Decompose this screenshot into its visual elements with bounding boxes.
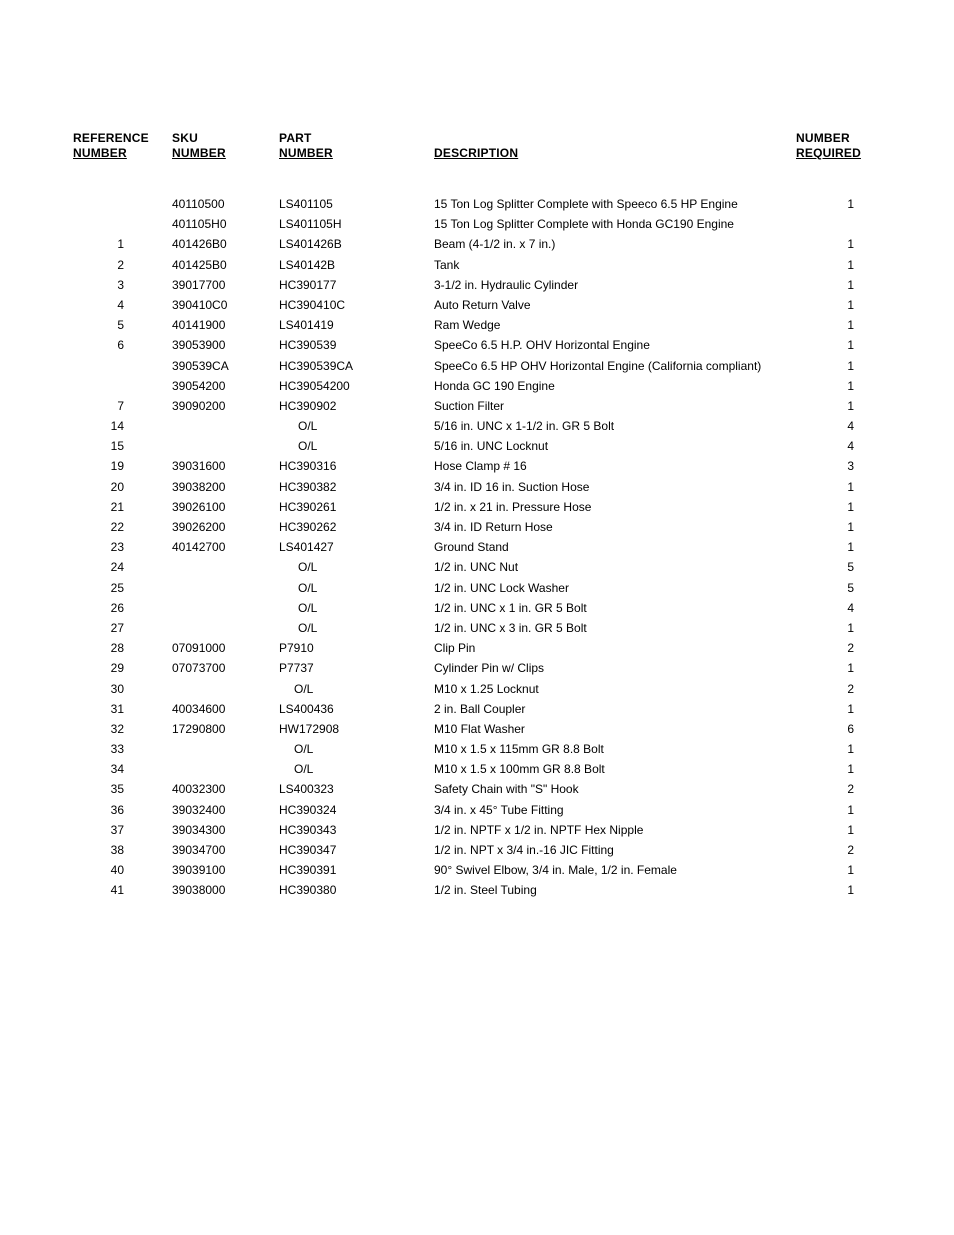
reference-cell: 29 xyxy=(110,661,124,676)
table-row xyxy=(0,497,954,517)
part-number-cell: HC390324 xyxy=(279,802,337,817)
table-row xyxy=(0,880,954,900)
reference-cell: 27 xyxy=(110,620,124,635)
reference-cell: 41 xyxy=(110,883,124,898)
description-cell: Ground Stand xyxy=(434,540,509,555)
quantity-cell: 2 xyxy=(847,681,854,696)
part-number-cell: O/L xyxy=(298,439,318,454)
description-cell: 15 Ton Log Splitter Complete with Honda GC190 Engine xyxy=(434,217,734,232)
table-row xyxy=(0,800,954,820)
description-cell: SpeeCo 6.5 HP OHV Horizontal Engine (California compliant) xyxy=(434,358,762,373)
table-row xyxy=(0,638,954,658)
description-cell: 5/16 in. UNC x 1-1/2 in. GR 5 Bolt xyxy=(434,419,615,434)
reference-cell: 36 xyxy=(110,802,124,817)
description-cell: M10 Flat Washer xyxy=(434,721,525,736)
part-number-cell: O/L xyxy=(298,560,318,575)
part-number-cell: HC39054200 xyxy=(279,378,350,393)
sku-cell: 07073700 xyxy=(172,661,226,676)
quantity-cell: 4 xyxy=(847,600,854,615)
reference-cell: 22 xyxy=(110,520,124,534)
sku-cell: 39038200 xyxy=(172,479,226,494)
table-header xyxy=(0,131,954,163)
sku-cell: 17290800 xyxy=(172,721,226,736)
description-cell: 15 Ton Log Splitter Complete with Speeco 6.5 HP Engine xyxy=(434,197,738,211)
description-cell: Cylinder Pin w/ Clips xyxy=(434,661,545,676)
sku-cell: 39039100 xyxy=(172,863,226,878)
reference-cell: 38 xyxy=(110,843,124,857)
sku-cell: 40141900 xyxy=(172,318,226,333)
part-number-cell: O/L xyxy=(298,419,318,434)
part-number-cell: LS400436 xyxy=(279,701,334,716)
part-number-cell: O/L xyxy=(294,681,314,696)
sku-cell: 39026200 xyxy=(172,520,226,534)
description-cell: M10 x 1.25 Locknut xyxy=(434,681,539,696)
table-row xyxy=(0,456,954,476)
table-row xyxy=(0,779,954,799)
sku-cell: 40034600 xyxy=(172,701,226,716)
reference-cell: 20 xyxy=(110,479,124,494)
reference-cell: 37 xyxy=(110,822,124,837)
header-part-number xyxy=(279,131,333,161)
header-description xyxy=(434,131,518,161)
sku-cell: 39090200 xyxy=(172,398,226,413)
sku-cell: 390410C0 xyxy=(172,297,228,312)
part-number-cell: O/L xyxy=(294,762,314,777)
header-reference-line2: NUMBER xyxy=(73,146,127,160)
description-cell: Clip Pin xyxy=(434,641,476,656)
sku-cell: 39032400 xyxy=(172,802,226,817)
description-cell: 1/2 in. Steel Tubing xyxy=(434,883,537,898)
quantity-cell: 6 xyxy=(847,721,854,736)
quantity-cell: 1 xyxy=(847,479,854,494)
table-row xyxy=(0,356,954,376)
quantity-cell: 4 xyxy=(847,439,854,454)
sku-cell: 40142700 xyxy=(172,540,226,555)
description-cell: M10 x 1.5 x 115mm GR 8.8 Bolt xyxy=(434,742,604,757)
table-row xyxy=(0,295,954,315)
reference-cell: 14 xyxy=(110,419,124,434)
table-row xyxy=(0,416,954,436)
reference-cell: 6 xyxy=(117,338,124,353)
table-row xyxy=(0,739,954,759)
header-sku-line1: SKU xyxy=(172,131,198,145)
description-cell: 1/2 in. UNC x 3 in. GR 5 Bolt xyxy=(434,620,587,635)
part-number-cell: HC390410C xyxy=(279,297,346,312)
part-number-cell: O/L xyxy=(298,600,318,615)
table-row xyxy=(0,598,954,618)
quantity-cell: 1 xyxy=(847,661,854,676)
reference-cell: 34 xyxy=(110,762,124,777)
table-row xyxy=(0,719,954,739)
reference-cell: 21 xyxy=(110,499,124,514)
part-number-cell: P7737 xyxy=(279,661,314,676)
reference-cell: 23 xyxy=(110,540,124,555)
header-part-line1: PART xyxy=(279,131,312,145)
table-row xyxy=(0,759,954,779)
description-cell: Honda GC 190 Engine xyxy=(434,378,555,393)
description-cell: 3/4 in. ID 16 in. Suction Hose xyxy=(434,479,590,494)
description-cell: Safety Chain with "S" Hook xyxy=(434,782,579,797)
reference-cell: 31 xyxy=(110,701,124,716)
table-row xyxy=(0,679,954,699)
header-required-line1: NUMBER xyxy=(796,131,850,145)
reference-cell: 28 xyxy=(110,641,124,656)
table-row xyxy=(0,214,954,234)
part-number-cell: HC390539 xyxy=(279,338,337,353)
description-cell: Beam (4-1/2 in. x 7 in.) xyxy=(434,237,556,252)
table-row xyxy=(0,860,954,880)
description-cell: 1/2 in. x 21 in. Pressure Hose xyxy=(434,499,592,514)
reference-cell: 7 xyxy=(117,398,124,413)
part-number-cell: HC390347 xyxy=(279,843,337,857)
quantity-cell: 1 xyxy=(847,257,854,272)
sku-cell: 390539CA xyxy=(172,358,229,373)
header-sku-line2: NUMBER xyxy=(172,146,226,160)
description-cell: 90° Swivel Elbow, 3/4 in. Male, 1/2 in. Female xyxy=(434,863,677,878)
table-row xyxy=(0,376,954,396)
reference-cell: 1 xyxy=(117,237,124,252)
description-cell: 3-1/2 in. Hydraulic Cylinder xyxy=(434,277,579,292)
table-row xyxy=(0,578,954,598)
sku-cell: 39017700 xyxy=(172,277,226,292)
quantity-cell: 1 xyxy=(847,520,854,534)
table-row xyxy=(0,436,954,456)
sku-cell: 39034300 xyxy=(172,822,226,837)
quantity-cell: 1 xyxy=(847,701,854,716)
quantity-cell: 1 xyxy=(847,499,854,514)
quantity-cell: 2 xyxy=(847,641,854,656)
table-row xyxy=(0,840,954,860)
table-row xyxy=(0,275,954,295)
quantity-cell: 1 xyxy=(847,802,854,817)
reference-cell: 3 xyxy=(117,277,124,292)
quantity-cell: 1 xyxy=(847,742,854,757)
header-description-label: DESCRIPTION xyxy=(434,146,519,160)
quantity-cell: 5 xyxy=(847,560,854,575)
quantity-cell: 1 xyxy=(847,863,854,878)
quantity-cell: 1 xyxy=(847,540,854,555)
quantity-cell: 1 xyxy=(847,358,854,373)
part-number-cell: HC390262 xyxy=(279,520,337,534)
reference-cell: 5 xyxy=(117,318,124,333)
header-reference-line1: REFERENCE xyxy=(73,131,149,145)
header-part-line2: NUMBER xyxy=(279,146,333,160)
table-row xyxy=(0,315,954,335)
table-row xyxy=(0,658,954,678)
quantity-cell: 1 xyxy=(847,398,854,413)
description-cell: 1/2 in. UNC x 1 in. GR 5 Bolt xyxy=(434,600,587,615)
table-row xyxy=(0,477,954,497)
description-cell: 3/4 in. x 45° Tube Fitting xyxy=(434,802,564,817)
reference-cell: 4 xyxy=(117,297,124,312)
part-number-cell: LS401426B xyxy=(279,237,342,252)
quantity-cell: 1 xyxy=(847,338,854,353)
description-cell: M10 x 1.5 x 100mm GR 8.8 Bolt xyxy=(434,762,605,777)
header-required-line2: REQUIRED xyxy=(796,146,861,160)
sku-cell: 401426B0 xyxy=(172,237,227,252)
quantity-cell: 1 xyxy=(847,197,854,211)
description-cell: Ram Wedge xyxy=(434,318,501,333)
part-number-cell: HC390539CA xyxy=(279,358,354,373)
quantity-cell: 3 xyxy=(847,459,854,474)
description-cell: 5/16 in. UNC Locknut xyxy=(434,439,549,454)
table-row xyxy=(0,618,954,638)
part-number-cell: HC390902 xyxy=(279,398,337,413)
header-number-required xyxy=(796,131,861,161)
sku-cell: 39054200 xyxy=(172,378,226,393)
part-number-cell: LS401105 xyxy=(279,197,333,211)
quantity-cell: 1 xyxy=(847,762,854,777)
part-number-cell: HC390380 xyxy=(279,883,337,898)
quantity-cell: 1 xyxy=(847,378,854,393)
part-number-cell: HC390177 xyxy=(279,277,337,292)
part-number-cell: HC390391 xyxy=(279,863,337,878)
reference-cell: 35 xyxy=(110,782,124,797)
quantity-cell: 1 xyxy=(847,883,854,898)
sku-cell: 401425B0 xyxy=(172,257,227,272)
table-row xyxy=(0,255,954,275)
part-number-cell: HC390316 xyxy=(279,459,337,474)
part-number-cell: HC390261 xyxy=(279,499,337,514)
reference-cell: 25 xyxy=(110,580,124,595)
quantity-cell: 1 xyxy=(847,318,854,333)
description-cell: 2 in. Ball Coupler xyxy=(434,701,526,716)
reference-cell: 2 xyxy=(117,257,124,272)
part-number-cell: O/L xyxy=(298,580,318,595)
table-row xyxy=(0,335,954,355)
reference-cell: 40 xyxy=(110,863,124,878)
reference-cell: 19 xyxy=(110,459,124,474)
quantity-cell: 1 xyxy=(847,297,854,312)
reference-cell: 33 xyxy=(110,742,124,757)
description-cell: 1/2 in. NPT x 3/4 in.-16 JIC Fitting xyxy=(434,843,614,857)
description-cell: Suction Filter xyxy=(434,398,505,413)
description-cell: 1/2 in. UNC Lock Washer xyxy=(434,580,569,595)
quantity-cell: 4 xyxy=(847,419,854,434)
header-sku-number xyxy=(172,131,226,161)
description-cell: Auto Return Valve xyxy=(434,297,531,312)
table-row xyxy=(0,396,954,416)
parts-table-body xyxy=(0,194,954,901)
sku-cell: 39026100 xyxy=(172,499,226,514)
sku-cell: 39053900 xyxy=(172,338,226,353)
part-number-cell: LS401419 xyxy=(279,318,334,333)
header-reference-number xyxy=(73,131,149,161)
table-row xyxy=(0,820,954,840)
sku-cell: 39031600 xyxy=(172,459,226,474)
description-cell: 1/2 in. NPTF x 1/2 in. NPTF Hex Nipple xyxy=(434,822,644,837)
description-cell: Tank xyxy=(434,257,460,272)
quantity-cell: 1 xyxy=(847,237,854,252)
quantity-cell: 1 xyxy=(847,822,854,837)
table-row xyxy=(0,537,954,557)
table-row xyxy=(0,234,954,254)
reference-cell: 26 xyxy=(110,600,124,615)
sku-cell: 07091000 xyxy=(172,641,226,656)
sku-cell: 39038000 xyxy=(172,883,226,898)
quantity-cell: 1 xyxy=(847,277,854,292)
part-number-cell: HC390343 xyxy=(279,822,337,837)
part-number-cell: O/L xyxy=(294,742,314,757)
description-cell: 1/2 in. UNC Nut xyxy=(434,560,519,575)
part-number-cell: HW172908 xyxy=(279,721,340,736)
table-row xyxy=(0,557,954,577)
part-number-cell: O/L xyxy=(298,620,318,635)
reference-cell: 32 xyxy=(110,721,124,736)
quantity-cell: 5 xyxy=(847,580,854,595)
quantity-cell: 2 xyxy=(847,843,854,857)
description-cell: SpeeCo 6.5 H.P. OHV Horizontal Engine xyxy=(434,338,650,353)
table-row xyxy=(0,699,954,719)
reference-cell: 30 xyxy=(110,681,124,696)
quantity-cell: 2 xyxy=(847,782,854,797)
sku-cell: 401105H0 xyxy=(172,217,227,232)
reference-cell: 24 xyxy=(110,560,124,575)
quantity-cell: 1 xyxy=(847,620,854,635)
part-number-cell: P7910 xyxy=(279,641,314,656)
reference-cell: 15 xyxy=(110,439,124,454)
description-cell: Hose Clamp # 16 xyxy=(434,459,527,474)
part-number-cell: LS400323 xyxy=(279,782,334,797)
part-number-cell: HC390382 xyxy=(279,479,337,494)
sku-cell: 39034700 xyxy=(172,843,226,857)
sku-cell: 40110500 xyxy=(172,197,225,211)
part-number-cell: LS401427 xyxy=(279,540,334,555)
part-number-cell: LS401105H xyxy=(279,217,342,232)
table-row xyxy=(0,194,954,214)
table-row xyxy=(0,517,954,537)
sku-cell: 40032300 xyxy=(172,782,226,797)
description-cell: 3/4 in. ID Return Hose xyxy=(434,520,553,534)
part-number-cell: LS40142B xyxy=(279,257,336,272)
